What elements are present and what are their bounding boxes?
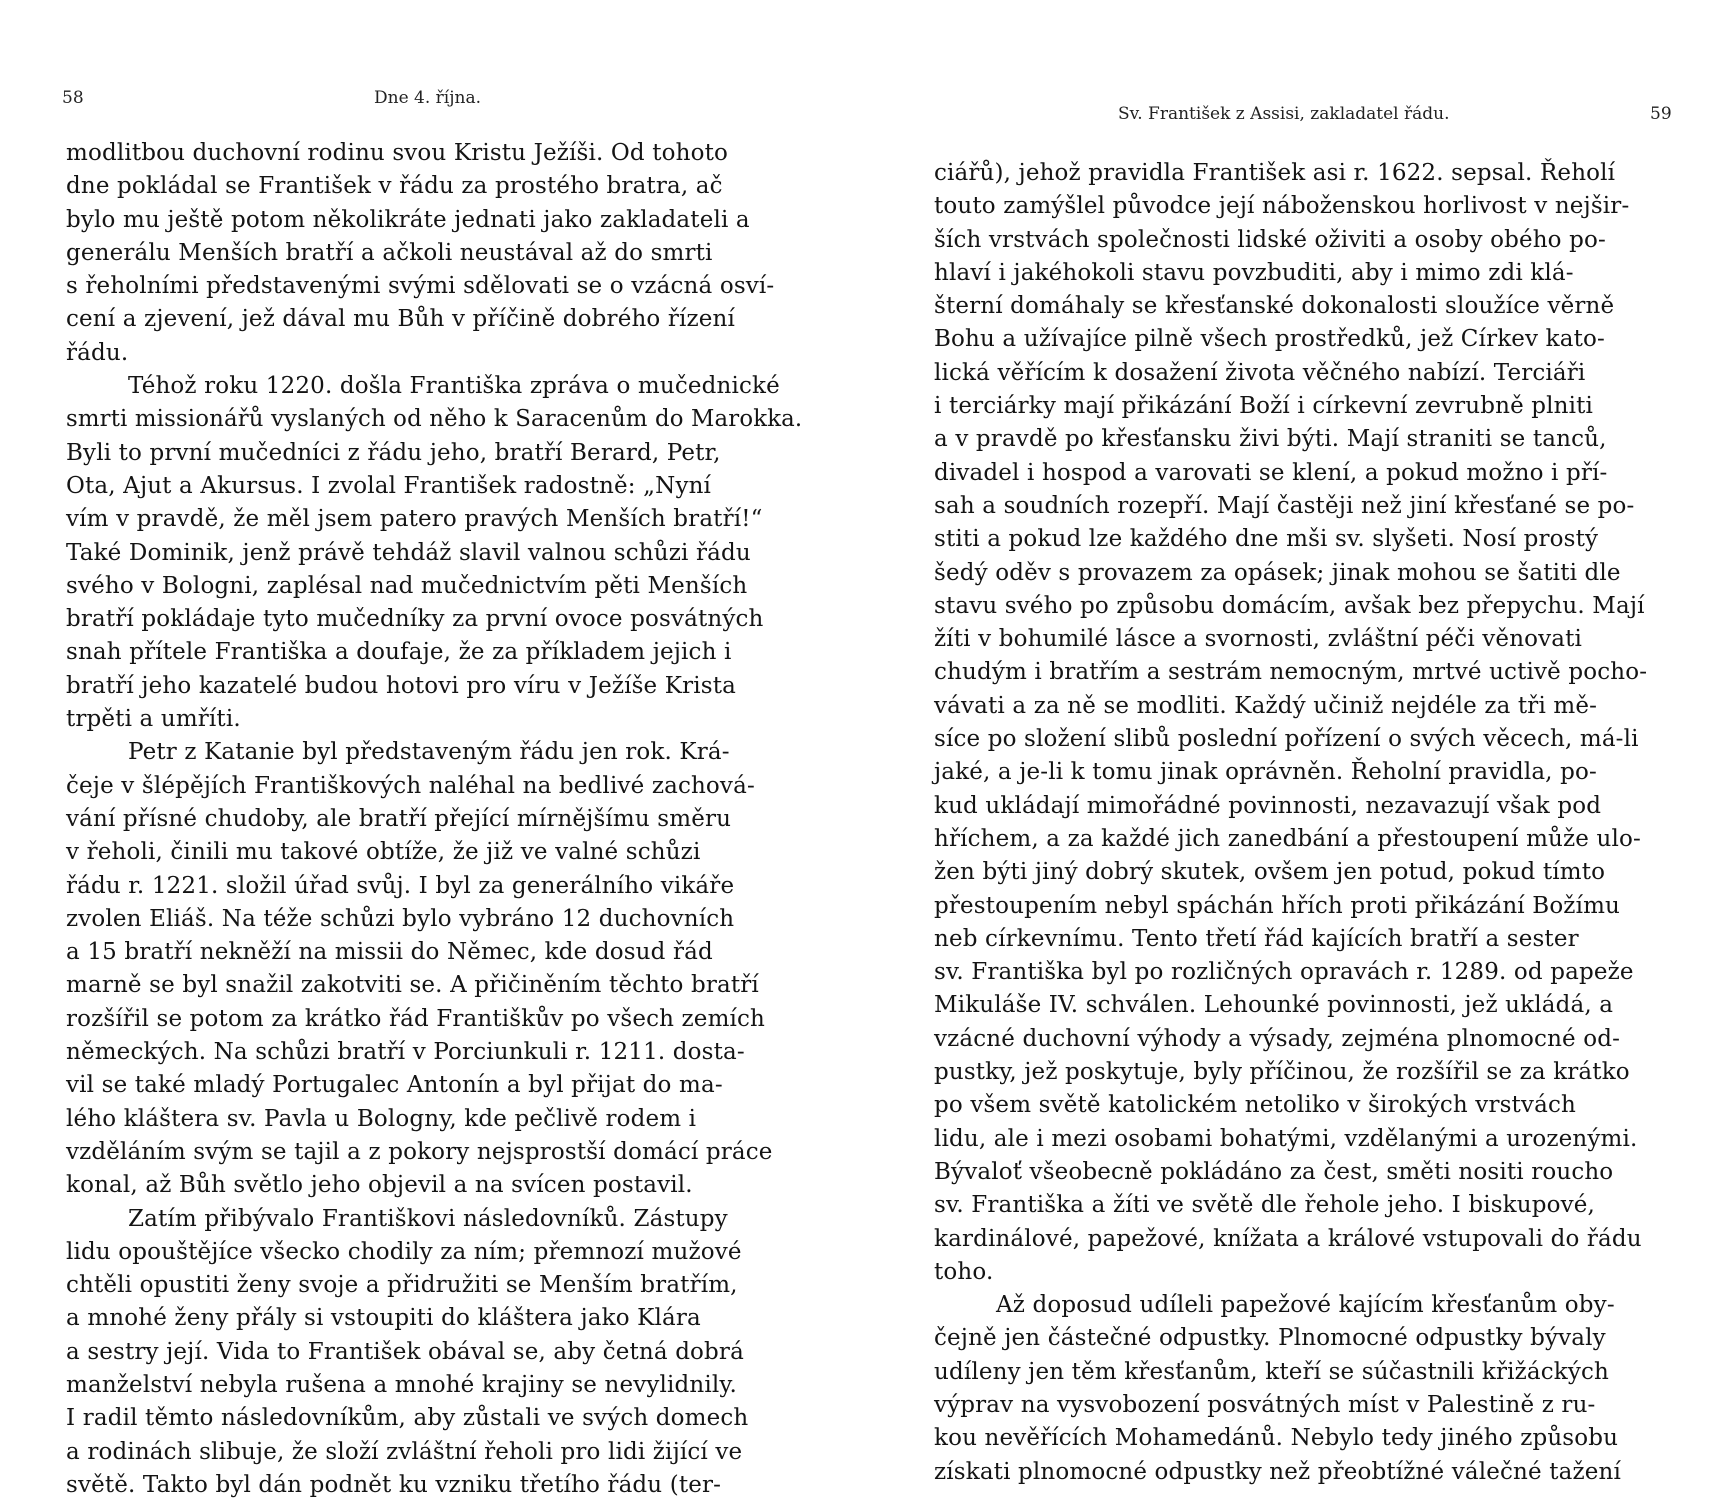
text-line: smrti missionářů vyslaných od něho k Saracenům do Marokka. — [66, 406, 803, 433]
text-body — [934, 157, 1680, 1489]
text-line: svého v Bologni, zaplésal nad mučednictvím pěti Menších — [66, 572, 748, 599]
text-line: divadel i hospod a varovati se klení, a pokud možno i pří- — [934, 459, 1608, 486]
text-line: chudým i bratřím a sestrám nemocným, mrtvé uctivě pocho- — [934, 659, 1648, 686]
text-line: hlaví i jakéhokoli stavu povzbuditi, aby i mimo zdi klá- — [934, 259, 1574, 286]
text-line: sah a soudních rozepří. Mají častěji než jiní křesťané se po- — [934, 492, 1635, 519]
text-line: neb církevnímu. Tento třetí řád kajících bratří a sester — [934, 925, 1579, 952]
text-line: lidu, ale i mezi osobami bohatými, vzdělanými a urozenými. — [934, 1125, 1638, 1152]
text-line: bratří jeho kazatelé budou hotovi pro víru v Ježíše Krista — [66, 672, 736, 699]
text-line: marně se byl snažil zakotviti se. A přičiněním těchto bratří — [66, 972, 759, 999]
text-line: lého kláštera sv. Pavla u Bologny, kde pečlivě rodem i — [66, 1105, 697, 1132]
text-line: jaké, a je-li k tomu jinak oprávněn. Řeholní pravidla, po- — [934, 759, 1597, 786]
text-line: lická věřícím k dosažení života věčného nabízí. Terciáři — [934, 359, 1586, 386]
page-number: 59 — [1650, 104, 1672, 124]
text-line: sv. Františka a žíti ve světě dle řehole jeho. I biskupové, — [934, 1192, 1595, 1219]
page-number: 58 — [62, 88, 84, 108]
text-line: a v pravdě po křesťansku živi býti. Mají straniti se tanců, — [934, 426, 1607, 453]
text-line: kardinálové, papežové, knížata a králové vstupovali do řádu — [934, 1225, 1642, 1252]
text-line: toho. — [934, 1258, 994, 1285]
text-line: kud ukládají mimořádné povinnosti, nezavazují však pod — [934, 792, 1602, 819]
text-line: zvolen Eliáš. Na téže schůzi bylo vybráno 12 duchovních — [66, 905, 735, 932]
text-line: žíti v bohumilé lásce a svornosti, zvláštní péči věnovati — [934, 626, 1583, 653]
text-line: a mnohé ženy přály si vstoupiti do kláštera jako Klára — [66, 1305, 701, 1332]
text-line: a rodinách slibuje, že složí zvláštní řeholi pro lidi žijící ve — [66, 1438, 743, 1465]
text-line: a 15 bratří nekněží na missii do Němec, kde dosud řád — [66, 939, 713, 966]
text-line: sv. Františka byl po rozličných opravách r. 1289. od papeže — [934, 959, 1634, 986]
text-line: dne pokládal se František v řádu za prostého bratra, ač — [66, 173, 723, 200]
text-line: Téhož roku 1220. došla Františka zpráva o mučednické — [128, 373, 780, 400]
text-line: šterní domáhaly se křesťanské dokonalosti sloužíce věrně — [934, 293, 1615, 320]
text-line: cení a zjevení, jež dával mu Bůh v příčině dobrého řízení — [66, 306, 736, 333]
text-line: Až doposud udíleli papežové kajícím křesťanům oby- — [996, 1292, 1615, 1319]
text-body — [66, 137, 802, 1502]
text-line: v řeholi, činili mu takové obtíže, že již ve valné schůzi — [66, 839, 701, 866]
text-line: žen býti jiný dobrý skutek, ovšem jen potud, pokud tímto — [934, 859, 1606, 886]
text-line: bylo mu ještě potom několikráte jednati jako zakladateli a — [66, 206, 750, 233]
text-line: hříchem, a za každé jich zanedbání a přestoupení může ulo- — [934, 825, 1641, 852]
text-line: I radil těmto následovníkům, aby zůstali ve svých domech — [66, 1405, 749, 1432]
text-line: Také Dominik, jenž právě tehdáž slavil valnou schůzi řádu — [66, 539, 751, 566]
text-line: Byli to první mučedníci z řádu jeho, bratří Berard, Petr, — [66, 439, 721, 466]
text-line: ších vrstvách společnosti lidské oživiti a osoby obého po- — [934, 226, 1606, 253]
text-line: kou nevěřících Mohamedánů. Nebylo tedy jiného způsobu — [934, 1425, 1619, 1452]
text-line: vávati a za ně se modliti. Každý učiniž nejdéle za tři mě- — [934, 692, 1598, 719]
text-line: vil se také mladý Portugalec Antonín a byl přijat do ma- — [66, 1072, 723, 1099]
text-line: a sestry její. Vida to František obával se, aby četná dobrá — [66, 1338, 744, 1365]
text-line: vzácné duchovní výhody a výsady, zejména plnomocné od- — [934, 1025, 1621, 1052]
text-line: po všem světě katolickém netoliko v širokých vrstvách — [934, 1092, 1576, 1119]
text-line: rozšířil se potom za krátko řád Františkův po všech zemích — [66, 1005, 766, 1032]
text-line: snah přítele Františka a doufaje, že za příkladem jejich i — [66, 639, 732, 666]
text-line: řádu r. 1221. složil úřad svůj. I byl za generálního vikáře — [66, 872, 735, 899]
text-line: konal, až Bůh světlo jeho objevil a na svícen postavil. — [66, 1172, 693, 1199]
text-line: řádu. — [66, 339, 129, 366]
text-line: modlitbou duchovní rodinu svou Kristu Ježíši. Od tohoto — [66, 140, 728, 166]
text-line: s řeholními představenými svými sdělovati se o vzácná osví- — [66, 273, 775, 300]
text-line: síce po složení slibů poslední pořízení o svých věcech, má-li — [934, 726, 1639, 753]
text-line: přestoupením nebyl spáchán hřích proti přikázání Božímu — [934, 892, 1621, 919]
text-line: lidu opouštějíce všecko chodily za ním; přemnozí mužové — [66, 1238, 742, 1265]
text-line: vzděláním svým se tajil a z pokory nejsprostší domácí práce — [66, 1138, 773, 1165]
text-line: německých. Na schůzi bratří v Porciunkuli r. 1211. dosta- — [66, 1039, 745, 1066]
text-line: světě. Takto byl dán podnět ku vzniku třetího řádu (ter- — [66, 1471, 722, 1498]
text-line: stiti a pokud lze každého dne mši sv. slyšeti. Nosí prostý — [934, 526, 1599, 553]
text-line: bratří pokládaje tyto mučedníky za první ovoce posvátných — [66, 606, 764, 633]
text-line: i terciárky mají přikázání Boží i církevní zevrubně plniti — [934, 393, 1594, 420]
text-line: Bohu a užívajíce pilně všech prostředků, jež Církev kato- — [934, 326, 1605, 353]
running-head: Sv. František z Assisi, zakladatel řádu. — [1118, 104, 1450, 124]
text-line: Zatím přibývalo Františkovi následovníků. Zástupy — [128, 1205, 728, 1232]
text-line: chtěli opustiti ženy svoje a přidružiti se Menším bratřím, — [66, 1272, 738, 1299]
text-line: čeje v šlépějích Františkových naléhal na bedlivé zachová- — [66, 772, 755, 799]
running-head: Dne 4. října. — [374, 88, 481, 108]
text-line: pustky, jež poskytuje, byly příčinou, že rozšířil se za krátko — [934, 1059, 1630, 1086]
text-line: vání přísné chudoby, ale bratří přející mírnějšímu směru — [66, 805, 732, 832]
text-line: ciářů), jehož pravidla František asi r. 1622. sepsal. Řeholí — [934, 160, 1616, 186]
left-page — [0, 0, 858, 1500]
text-line: vím v pravdě, že měl jsem patero pravých Menších bratří!“ — [66, 506, 763, 533]
text-line: Petr z Katanie byl představeným řádu jen rok. Krá- — [128, 739, 730, 766]
text-line: čejně jen částečné odpustky. Plnomocné odpustky bývaly — [934, 1325, 1606, 1352]
text-line: získati plnomocné odpustky než přeobtížné válečné tažení — [934, 1458, 1621, 1485]
text-line: Bývaloť všeobecně pokládáno za čest, směti nositi roucho — [934, 1158, 1614, 1185]
text-line: trpěti a umříti. — [66, 706, 241, 733]
text-line: šedý oděv s provazem za opásek; jinak mohou se šatiti dle — [934, 559, 1621, 586]
text-line: generálu Menších bratří a ačkoli neustával až do smrti — [66, 239, 713, 266]
text-line: stavu svého po způsobu domácím, avšak bez přepychu. Mají — [934, 592, 1645, 619]
text-line: Ota, Ajut a Akursus. I zvolal František radostně: „Nyní — [66, 472, 712, 499]
right-page — [858, 0, 1716, 1500]
text-line: Mikuláše IV. schválen. Lehounké povinnosti, jež ukládá, a — [934, 992, 1614, 1019]
text-line: touto zamýšlel původce její náboženskou horlivost v nejšir- — [934, 193, 1630, 220]
text-line: manželství nebyla rušena a mnohé krajiny se nevylidnily. — [66, 1371, 737, 1398]
text-line: výprav na vysvobození posvátných míst v Palestině z ru- — [934, 1391, 1596, 1418]
text-line: udíleny jen těm křesťanům, kteří se súčastnili křižáckých — [934, 1358, 1609, 1385]
